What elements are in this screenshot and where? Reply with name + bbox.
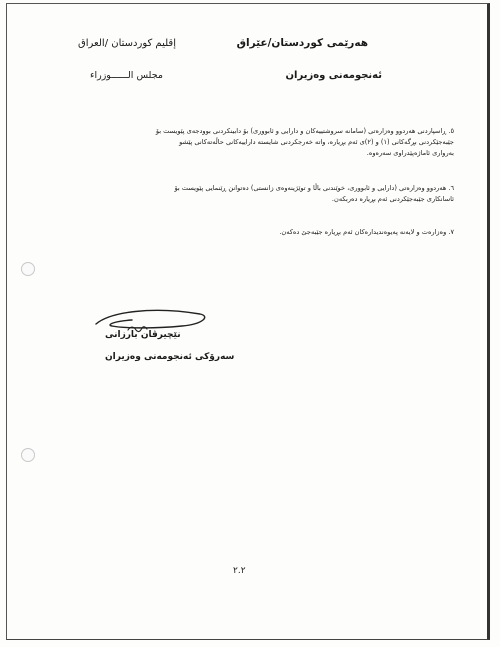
paragraph-line: جێبەجێکردنی بڕگەکانی (١) و (٢)ی ئەم بڕیارە، واتە خەرجکردنی شایستە داراییەکانی حاڵەتەکانی پێشو [179,138,454,146]
paragraph-line: ٧. وەزارەت و لایەنە پەیوەندیدارەکان ئەم بڕیارە جێبەجێ دەکەن. [279,228,454,236]
paragraph-6 [174,183,454,205]
header-region-kurdish: هەرێمی کوردستان/عێراق [236,37,368,49]
paragraph-line: ئاسانکاری جێبەجێکردنی ئەم بڕیارە دەربکەن. [331,195,454,203]
paragraph-line: بەرواری ئاماژەپێدراوی سەرەوە. [366,149,454,157]
paragraph-5 [155,126,454,159]
header-council-kurdish: ئەنجومەنی وەزیران [285,70,382,81]
signatory-name: نێچیرڤان بارزانی [105,330,181,340]
header-region-arabic: إقليم كوردستان /العراق [78,38,176,49]
paragraph-line: ٥. ڕاسپاردنی هەردوو وەزارەتی (سامانە سروشتییەکان و دارایی و ئابووری) بۆ دابینکردنی بوودجەی پێویست بۆ [155,127,454,135]
punch-hole-bottom [21,448,35,462]
page-number: ٢.٢ [233,566,246,576]
header-council-arabic: مجلس الــــــوزراء [90,70,163,81]
page-border [6,3,490,640]
punch-hole-top [21,262,35,276]
signatory-title: سەرۆکی ئەنجومەنی وەزیران [105,352,235,362]
paragraph-7 [234,227,454,238]
paragraph-line: ٦. هەردوو وەزارەتی (دارایی و ئابووری، خوێندنی باڵا و توێژینەوەی زانستی) دەتوانن ڕێنمایی پێویست بۆ [174,184,454,192]
